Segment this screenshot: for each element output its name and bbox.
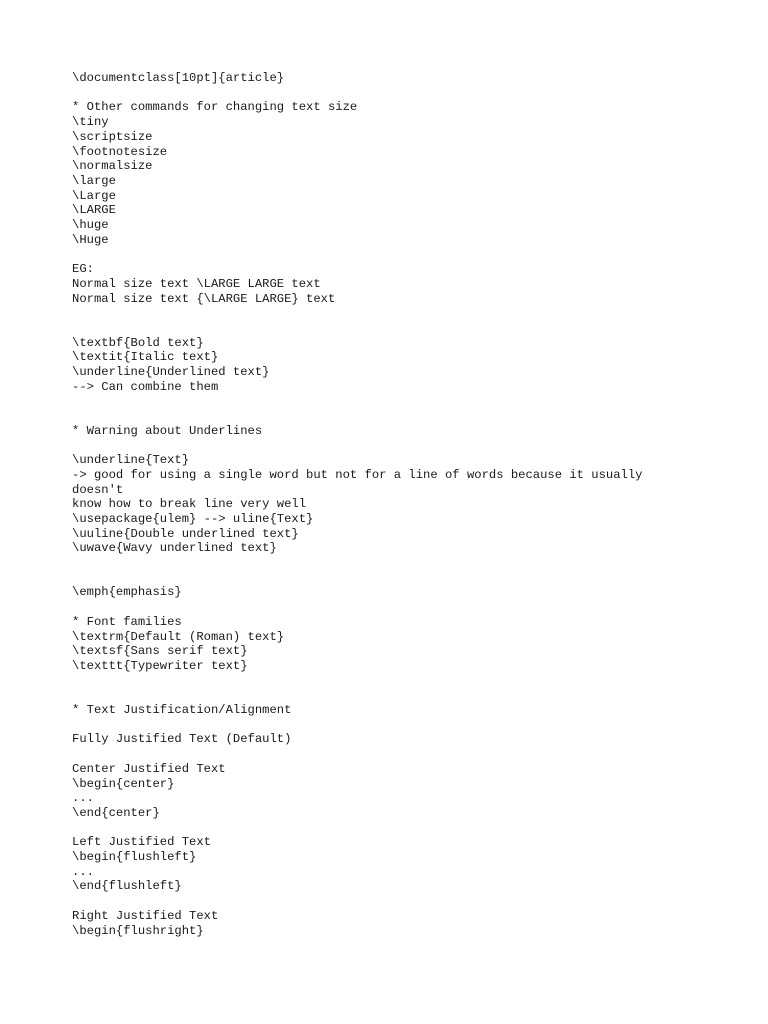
text-line: ... bbox=[72, 791, 94, 806]
text-line bbox=[72, 688, 692, 703]
text-line: Right Justified Text bbox=[72, 908, 219, 923]
text-line: Fully Justified Text (Default) bbox=[72, 732, 292, 747]
text-line: \end{flushleft} bbox=[72, 879, 182, 894]
text-line: * Other commands for changing text size bbox=[72, 100, 358, 115]
document-text bbox=[72, 71, 692, 938]
text-line: \documentclass[10pt]{article} bbox=[72, 71, 285, 85]
text-line: know how to break line very well bbox=[72, 497, 307, 512]
text-line: doesn't bbox=[72, 482, 124, 497]
text-line: * Text Justification/Alignment bbox=[72, 703, 292, 718]
text-line: \begin{flushright} bbox=[72, 923, 204, 938]
text-line: \uwave{Wavy underlined text} bbox=[72, 541, 277, 556]
text-line: Left Justified Text bbox=[72, 835, 211, 850]
text-line: Normal size text \LARGE LARGE text bbox=[72, 276, 321, 291]
text-line bbox=[72, 747, 692, 762]
text-line bbox=[72, 306, 692, 321]
text-line: \LARGE bbox=[72, 203, 116, 218]
text-line: \large bbox=[72, 173, 116, 188]
text-line bbox=[72, 821, 692, 836]
text-line: \end{center} bbox=[72, 805, 160, 820]
text-line bbox=[72, 394, 692, 409]
text-line bbox=[72, 718, 692, 733]
text-line: \textrm{Default (Roman) text} bbox=[72, 629, 285, 644]
text-line: \normalsize bbox=[72, 159, 153, 174]
text-line: \texttt{Typewriter text} bbox=[72, 658, 248, 673]
text-line: ... bbox=[72, 864, 94, 879]
text-line: \footnotesize bbox=[72, 144, 168, 159]
text-line: Normal size text {\LARGE LARGE} text bbox=[72, 291, 336, 306]
text-line: \textbf{Bold text} bbox=[72, 335, 204, 350]
text-line: \scriptsize bbox=[72, 129, 153, 144]
text-line: \uuline{Double underlined text} bbox=[72, 526, 299, 541]
text-line bbox=[72, 409, 692, 424]
text-line: \underline{Underlined text} bbox=[72, 365, 270, 379]
text-line bbox=[72, 86, 692, 101]
text-line bbox=[72, 438, 692, 453]
text-line: \huge bbox=[72, 218, 109, 233]
text-line: Center Justified Text bbox=[72, 761, 226, 776]
text-line bbox=[72, 674, 692, 689]
text-line: \textit{Italic text} bbox=[72, 350, 219, 365]
text-line: \usepackage{ulem} --> uline{Text} bbox=[72, 511, 314, 526]
text-line: EG: bbox=[72, 262, 94, 277]
text-line: -> good for using a single word but not for a line of words because it usually bbox=[72, 467, 643, 482]
text-line bbox=[72, 556, 692, 571]
text-line bbox=[72, 247, 692, 262]
text-line: \Large bbox=[72, 188, 116, 203]
text-line: \emph{emphasis} bbox=[72, 585, 182, 600]
text-line: \tiny bbox=[72, 115, 109, 130]
text-line bbox=[72, 321, 692, 336]
text-line: \Huge bbox=[72, 232, 109, 247]
text-line: * Warning about Underlines bbox=[72, 423, 263, 438]
text-line: \begin{flushleft} bbox=[72, 850, 197, 865]
text-line: * Font families bbox=[72, 614, 182, 629]
text-line bbox=[72, 894, 692, 909]
text-line: \underline{Text} bbox=[72, 453, 190, 468]
text-line: \begin{center} bbox=[72, 776, 175, 791]
text-line: \textsf{Sans serif text} bbox=[72, 644, 248, 659]
text-line bbox=[72, 600, 692, 615]
text-line: --> Can combine them bbox=[72, 379, 219, 394]
text-line bbox=[72, 571, 692, 586]
